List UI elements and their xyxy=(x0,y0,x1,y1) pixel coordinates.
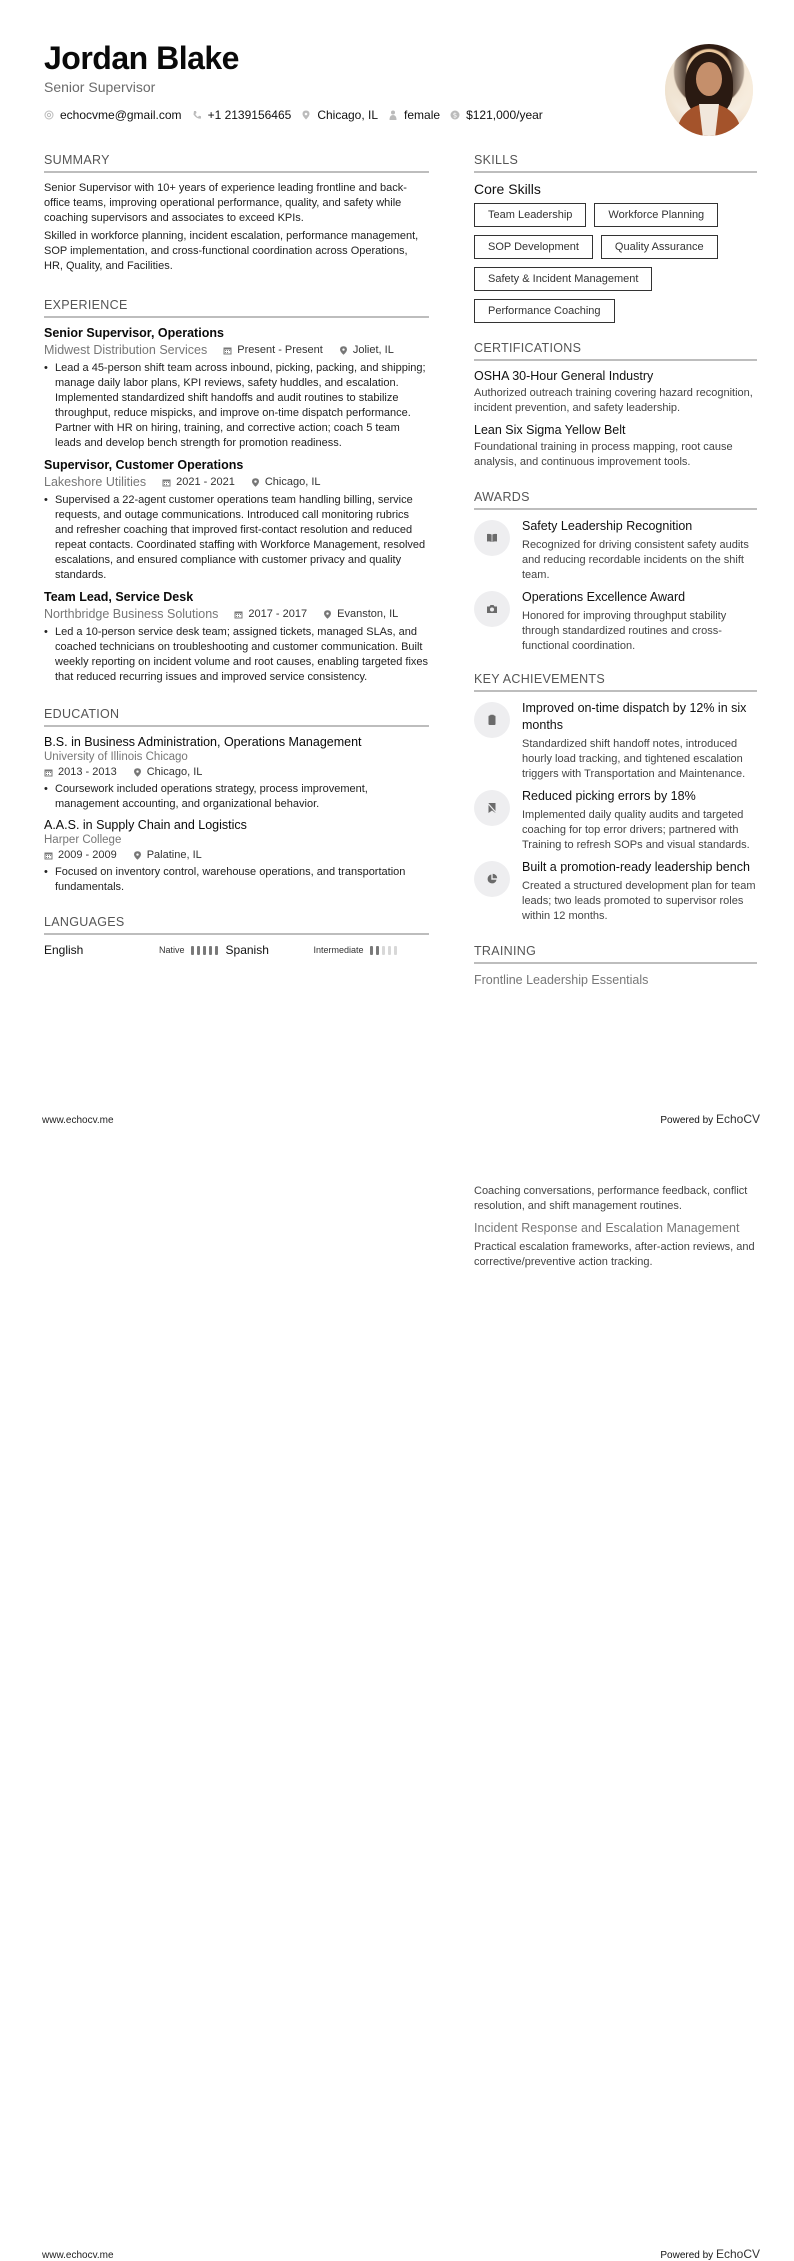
bookmark-slash-icon xyxy=(474,790,510,826)
contact-phone[interactable] xyxy=(192,108,292,122)
achievements-heading: KEY ACHIEVEMENTS xyxy=(474,672,757,692)
experience-heading: EXPERIENCE xyxy=(44,298,429,318)
summary-heading: SUMMARY xyxy=(44,153,429,173)
footer-site-link[interactable]: www.echocv.me xyxy=(42,2250,114,2261)
achievement-title: Built a promotion-ready leadership bench xyxy=(522,860,750,874)
training-section xyxy=(474,944,757,989)
education-heading: EDUCATION xyxy=(44,707,429,727)
brand-name: EchoCV xyxy=(715,1112,760,1126)
edu-bullet: • Focused on inventory control, warehouse operations, and transportation fundamentals. xyxy=(44,865,429,895)
languages-section xyxy=(44,915,429,957)
skills-heading: SKILLS xyxy=(474,153,757,173)
footer-site-link[interactable]: www.echocv.me xyxy=(42,1115,114,1126)
job-location: Joliet, IL xyxy=(352,344,394,356)
resume-page-2 xyxy=(0,1123,794,2261)
edu-bullet: • Coursework included operations strategy, process improvement, management accounting, and organizational behavior. xyxy=(44,782,429,812)
languages-heading: LANGUAGES xyxy=(44,915,429,935)
awards-section xyxy=(474,490,757,654)
contact-email[interactable] xyxy=(44,108,182,122)
contact-gender-text: female xyxy=(404,108,441,122)
location-pin-icon xyxy=(301,110,311,120)
award-item xyxy=(474,518,757,583)
awards-heading: AWARDS xyxy=(474,490,757,510)
job-location: Evanston, IL xyxy=(337,608,399,620)
training-desc: Practical escalation frameworks, after-action reviews, and corrective/preventive action tracking. xyxy=(474,1241,755,1268)
language-proficiency-bar xyxy=(191,946,218,955)
skill-chip: Performance Coaching xyxy=(474,299,615,323)
contact-phone-text: +1 2139156465 xyxy=(207,108,292,122)
right-column-continued xyxy=(474,1181,757,1270)
award-desc: Recognized for driving consistent safety audits and reducing recordable incidents on the shift team. xyxy=(522,539,749,581)
achievement-title: Improved on-time dispatch by 12% in six months xyxy=(522,701,747,732)
dollar-icon xyxy=(450,110,460,120)
job-dates: 2017 - 2017 xyxy=(248,608,308,620)
certifications-section xyxy=(474,341,757,470)
school: Harper College xyxy=(44,834,122,846)
achievement-desc: Created a structured development plan for team leads; two leads promoted to supervisor roles within 12 months. xyxy=(522,880,756,922)
job-company: Lakeshore Utilities xyxy=(44,475,147,489)
training-title: Incident Response and Escalation Management xyxy=(474,1221,740,1235)
certification-title: OSHA 30-Hour General Industry xyxy=(474,369,654,383)
summary-section xyxy=(44,153,429,274)
calendar-icon xyxy=(44,851,53,860)
svg-text:$: $ xyxy=(452,111,458,120)
right-column xyxy=(474,153,757,989)
skills-section xyxy=(474,153,757,323)
language-level: Native xyxy=(159,945,185,955)
education-section xyxy=(44,707,429,895)
summary-paragraph: Senior Supervisor with 10+ years of experience leading frontline and back-office teams, improving operational performance, quality, and safety while coaching supervisors and associates to exceed KPIs. xyxy=(44,182,407,224)
skill-chip: Safety & Incident Management xyxy=(474,267,652,291)
calendar-icon xyxy=(162,478,171,487)
job-title: Team Lead, Service Desk xyxy=(44,590,194,604)
skill-chips xyxy=(474,203,757,323)
job-title: Senior Supervisor, Operations xyxy=(44,326,224,340)
powered-by-label: Powered by xyxy=(660,1115,714,1126)
job-title: Supervisor, Customer Operations xyxy=(44,458,244,472)
calendar-icon xyxy=(44,768,53,777)
achievement-title: Reduced picking errors by 18% xyxy=(522,789,696,803)
pie-chart-icon xyxy=(474,861,510,897)
contact-salary-text: $121,000/year xyxy=(466,108,543,122)
edu-dates: 2013 - 2013 xyxy=(58,766,117,778)
location-pin-icon xyxy=(251,478,260,487)
achievement-item xyxy=(474,700,757,782)
award-desc: Honored for improving throughput stability through standardized routines and cross-functional coordination. xyxy=(522,610,727,652)
degree: A.A.S. in Supply Chain and Logistics xyxy=(44,818,247,832)
achievements-section xyxy=(474,672,757,924)
book-icon xyxy=(474,520,510,556)
experience-item xyxy=(44,458,429,583)
candidate-title: Senior Supervisor xyxy=(44,79,156,95)
contact-gender xyxy=(388,108,440,122)
job-bullet: • Led a 10-person service desk team; assigned tickets, managed SLAs, and coached technicians on troubleshooting and customer communication. Built weekly reporting on incident volume and root causes, enabling targeted fixes that reduced recurring issues and improved service consistency. xyxy=(44,625,429,685)
edu-location: Chicago, IL xyxy=(146,766,203,778)
job-bullet: • Lead a 45-person shift team across inbound, picking, packing, and shipping; manage daily labor plans, KPI reviews, safety huddles, and escalation. Implemented standardized shift handoffs and audit routines to stabilize throughput, reduce mispicks, and improve on-time dispatch performance. Partner with HR on hiring, training, and corrective action; coach 5 team leads and develop bench strength for promotion readiness. xyxy=(44,361,429,451)
summary-paragraph: Skilled in workforce planning, incident escalation, performance management, SOP implementation, and cross-functional coordination across Operations, HR, Quality, and Facilities. xyxy=(44,230,419,272)
award-title: Operations Excellence Award xyxy=(522,590,686,604)
clipboard-icon xyxy=(474,702,510,738)
award-title: Safety Leadership Recognition xyxy=(522,519,693,533)
job-location: Chicago, IL xyxy=(264,476,321,488)
degree: B.S. in Business Administration, Operations Management xyxy=(44,735,362,749)
certifications-heading: CERTIFICATIONS xyxy=(474,341,757,361)
skill-chip: Quality Assurance xyxy=(601,235,718,259)
achievement-item xyxy=(474,788,757,853)
contact-location-text: Chicago, IL xyxy=(317,108,379,122)
skill-chip: Team Leadership xyxy=(474,203,586,227)
experience-item xyxy=(44,326,429,451)
contact-location xyxy=(301,108,378,122)
achievement-desc: Implemented daily quality audits and targeted coaching for top error drivers; partnered with Training to refresh SOPs and visual standards. xyxy=(522,809,750,851)
job-dates: 2021 - 2021 xyxy=(176,476,235,488)
at-icon xyxy=(44,110,54,120)
profile-photo xyxy=(665,44,753,136)
brand-name: EchoCV xyxy=(715,2247,760,2261)
candidate-name: Jordan Blake xyxy=(44,40,239,76)
education-item xyxy=(44,735,429,812)
phone-icon xyxy=(192,110,202,120)
achievement-desc: Standardized shift handoff notes, introduced hourly load tracking, and tightened escalation triggers with Transportation and Maintenance. xyxy=(522,738,746,780)
school: University of Illinois Chicago xyxy=(44,751,188,763)
training-title: Frontline Leadership Essentials xyxy=(474,973,649,987)
location-pin-icon xyxy=(339,346,348,355)
location-pin-icon xyxy=(323,610,332,619)
job-company: Northbridge Business Solutions xyxy=(44,607,219,621)
location-pin-icon xyxy=(133,768,142,777)
contact-bar xyxy=(44,108,543,122)
edu-location: Palatine, IL xyxy=(146,849,202,861)
education-item xyxy=(44,818,429,895)
contact-email-text: echocvme@gmail.com xyxy=(60,108,182,122)
location-pin-icon xyxy=(133,851,142,860)
contact-salary xyxy=(450,108,543,122)
skills-group-title: Core Skills xyxy=(474,181,541,197)
job-company: Midwest Distribution Services xyxy=(44,343,208,357)
certification-desc: Foundational training in process mapping, root cause analysis, and continuous improvement tools. xyxy=(474,441,733,468)
job-dates: Present - Present xyxy=(237,344,323,356)
powered-by-label: Powered by xyxy=(660,2250,714,2261)
calendar-icon xyxy=(223,346,232,355)
experience-section xyxy=(44,298,429,685)
left-column xyxy=(44,153,429,957)
achievement-item xyxy=(474,859,757,924)
language-name: English xyxy=(44,943,84,957)
calendar-icon xyxy=(234,610,243,619)
person-icon xyxy=(388,110,398,120)
training-heading: TRAINING xyxy=(474,944,757,964)
languages-row xyxy=(44,943,429,957)
resume-page-1 xyxy=(0,0,794,1126)
certification-desc: Authorized outreach training covering hazard recognition, incident prevention, and safety leadership. xyxy=(474,387,753,414)
skill-chip: Workforce Planning xyxy=(594,203,718,227)
skill-chip: SOP Development xyxy=(474,235,593,259)
language-level: Intermediate xyxy=(313,945,364,955)
language-proficiency-bar xyxy=(370,946,397,955)
certification-title: Lean Six Sigma Yellow Belt xyxy=(474,423,626,437)
footer-powered-by[interactable] xyxy=(660,2247,760,2261)
training-desc: Coaching conversations, performance feedback, conflict resolution, and shift management routines. xyxy=(474,1185,748,1212)
job-bullet: • Supervised a 22-agent customer operations team handling billing, service requests, and outage communications. Introduced call monitoring rubrics and refresher coaching that improved first-contact resolution and reduced repeat contacts. Coordinated staffing with Workforce Management, resolved escalations, and ensured compliance with customer privacy and quality standards. xyxy=(44,493,429,583)
experience-item xyxy=(44,590,429,685)
award-item xyxy=(474,589,757,654)
edu-dates: 2009 - 2009 xyxy=(58,849,117,861)
camera-icon xyxy=(474,591,510,627)
language-name: Spanish xyxy=(225,943,269,957)
